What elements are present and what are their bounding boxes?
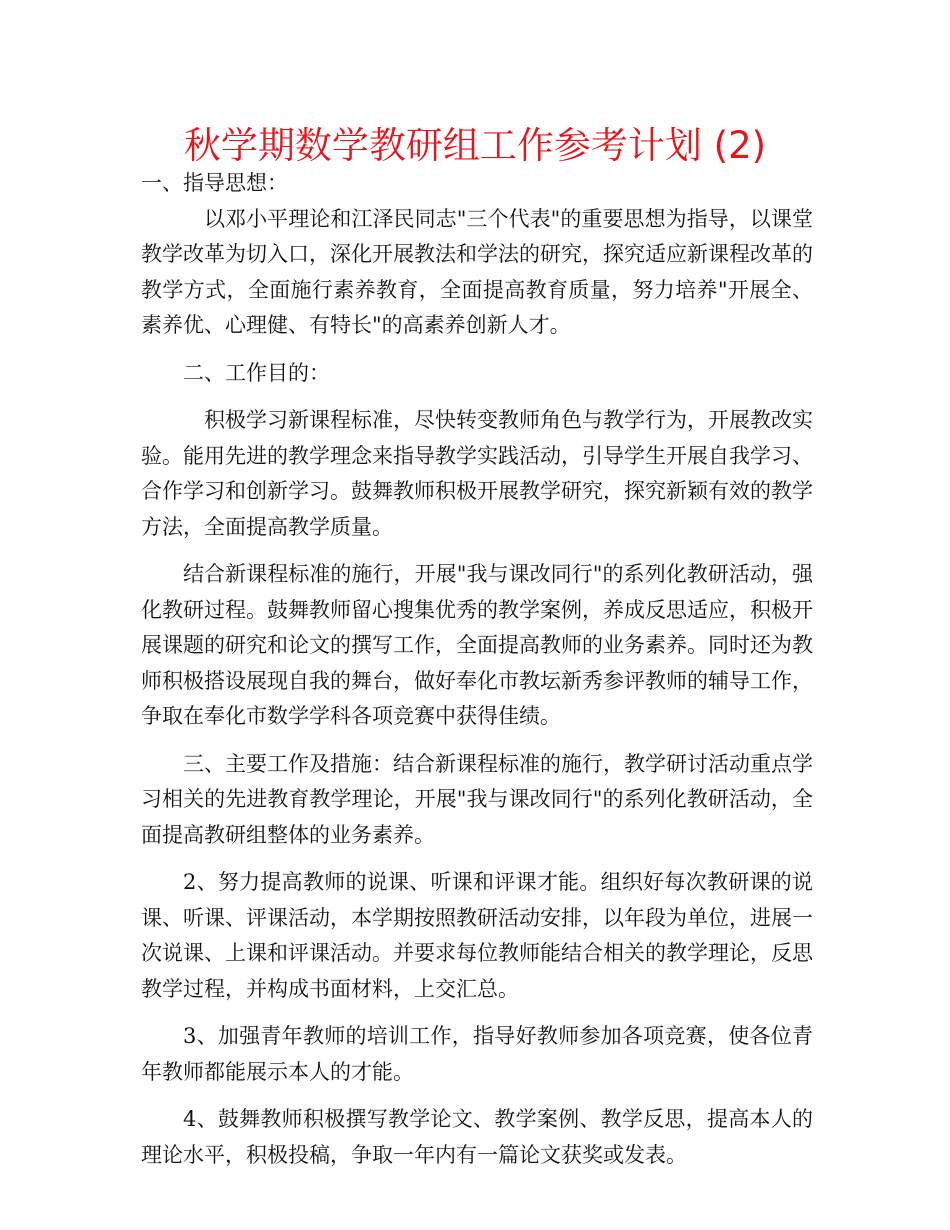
section-heading-guiding-thought: 一、指导思想： [141,171,288,195]
paragraph-curriculum-reform: 结合新课程标准的施行，开展"我与课改同行"的系列化教研活动，强化教研过程。鼓舞教师留心搜集优秀的教学案例，养成反思适应，积极开展课题的研究和论文的撰写工作，全面提高教师的业务素养。同时还为教师积极搭设展现自我的舞台，做好奉化市教坛新秀参评教师的辅导工作，争取在奉化市数学学科各项竞赛中获得佳绩。 [141,562,813,728]
document-body [141,166,813,1185]
paragraph-guiding-thought: 以邓小平理论和江泽民同志"三个代表"的重要思想为指导，以课堂教学改革为切入口，深化开展教法和学法的研究，探究适应新课程改革的教学方式，全面施行素养教育，全面提高教育质量，努力培养"开展全、素养优、心理健、有特长"的高素养创新人才。 [141,206,813,337]
paragraph-item-4: 4、鼓舞教师积极撰写教学论文、教学案例、教学反思，提高本人的理论水平，积极投稿，争取一年内有一篇论文获奖或发表。 [141,1107,813,1167]
paragraph-item-2: 2、努力提高教师的说课、听课和评课才能。组织好每次教研课的说课、听课、评课活动，本学期按照教研活动安排，以年段为单位，进展一次说课、上课和评课活动。并要求每位教师能结合相关的教学理论，反思教学过程，并构成书面材料，上交汇总。 [141,870,813,1001]
paragraph-item-3: 3、加强青年教师的培训工作，指导好教师参加各项竞赛，使各位青年教师都能展示本人的才能。 [141,1024,813,1084]
paragraph-work-goal: 积极学习新课程标准，尽快转变教师角色与教学行为，开展教改实验。能用先进的教学理念来指导教学实践活动，引导学生开展自我学习、合作学习和创新学习。鼓舞教师积极开展教学研究，探究新颖有效的教学方法，全面提高教学质量。 [141,408,813,539]
section-heading-work-goal: 二、工作目的： [183,360,330,385]
paragraph-main-work: 三、主要工作及措施：结合新课程标准的施行，教学研讨活动重点学习相关的先进教育教学理论，开展"我与课改同行"的系列化教研活动，全面提高教研组整体的业务素养。 [141,751,813,847]
document-title: 秋学期数学教研组工作参考计划 (2) [183,124,767,167]
